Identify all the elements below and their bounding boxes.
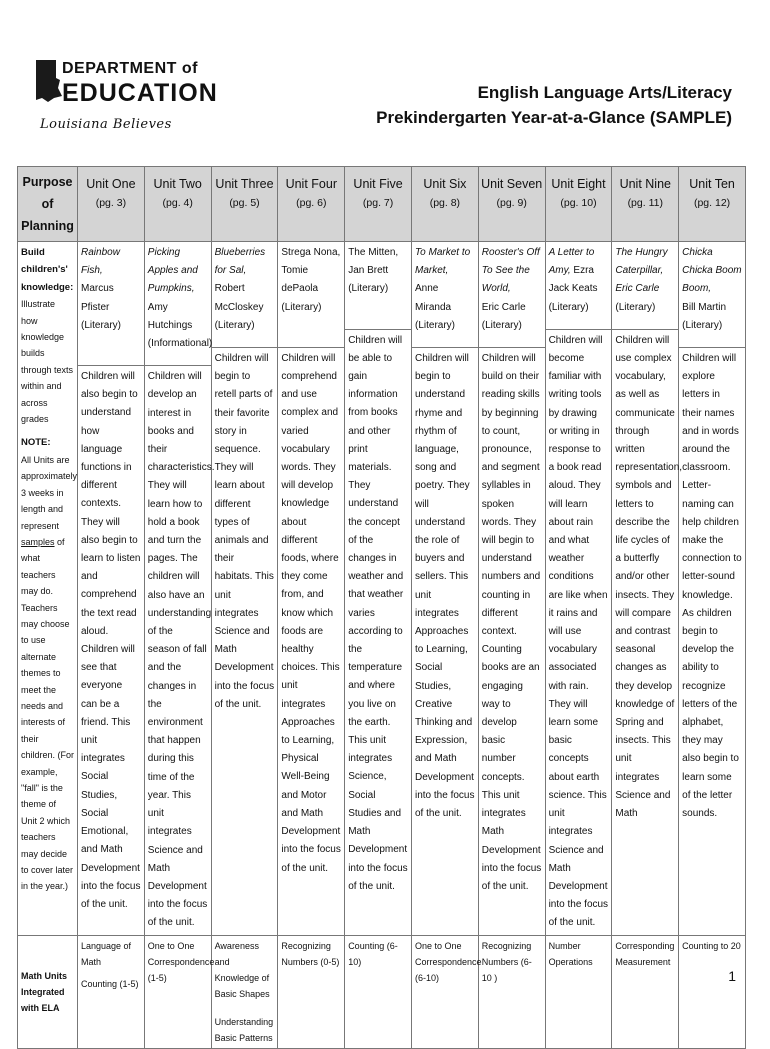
note-text-2: of what teachers may do. Teachers may choose to use alternate themes to meet the needs and interests of their children. (For example, "fall" is the theme of Unit 2 which teachers may decide to cover later in the year.) bbox=[21, 536, 75, 892]
unit-cell bbox=[411, 242, 478, 936]
unit-description: Children will become familiar with writing tools by drawing or writing in response to a book read aloud. They will learn about rain and what weather conditions are like when it rains and will use vocabulary associated with rain. They will learn some basic concepts about earth science. This unit integrates Science and Math Development into the focus of the unit. bbox=[548, 334, 609, 929]
text-type: (Literary) bbox=[615, 301, 656, 313]
text-type: (Literary) bbox=[281, 301, 322, 313]
math-item: Language of Math bbox=[81, 940, 132, 967]
unit-name: Unit Six bbox=[423, 177, 467, 191]
page-number: 1 bbox=[728, 968, 736, 984]
unit-header bbox=[144, 167, 211, 242]
unit-header bbox=[411, 167, 478, 242]
text-title: Picking Apples and Pumpkins, bbox=[147, 247, 198, 295]
unit-name: Unit Two bbox=[153, 177, 202, 191]
unit-description: Children will begin to understand rhyme and rhythm of language, song and poetry. They will understand the role of buyers and sellers. This unit integrates Approaches to Learning, Social Studies, Creative Thinking and Expression, and Math Development into the focus of the unit. bbox=[414, 353, 475, 820]
text-title: To Market to Market, bbox=[414, 247, 471, 277]
unit-cell bbox=[679, 242, 746, 936]
purpose-of-planning-header: Purpose of Planning bbox=[18, 167, 78, 242]
math-cell bbox=[211, 935, 278, 1048]
math-cell bbox=[411, 935, 482, 1048]
math-item: Counting (1-5) bbox=[81, 978, 139, 989]
header-row bbox=[18, 167, 746, 242]
math-item: Counting (6-10) bbox=[348, 940, 398, 967]
note-samples: samples bbox=[21, 536, 55, 547]
math-item: One to One Correspondence (1-5) bbox=[147, 940, 215, 983]
text-author: Eric Carle bbox=[481, 301, 526, 313]
title-line1: English Language Arts/Literacy bbox=[477, 83, 732, 102]
unit-name: Unit Nine bbox=[619, 177, 671, 191]
unit-name: Unit Three bbox=[215, 177, 274, 191]
unit-page: (pg. 11) bbox=[627, 197, 663, 209]
logo-line2: EDUCATION bbox=[62, 79, 218, 107]
unit-cell bbox=[478, 242, 545, 936]
unit-cell bbox=[545, 242, 612, 936]
math-item: Recognizing Numbers (6-10 ) bbox=[481, 940, 532, 983]
unit-header bbox=[679, 167, 746, 242]
unit-description: Children will be able to gain information from books and other print materials. They understand the concept of the changes in weather and that weather varies according to the temperature and where you live on the earth. This unit integrates Science, Social Studies and Math Development into the focus of the unit. bbox=[348, 334, 408, 892]
unit-cell bbox=[78, 242, 145, 936]
text-title: Blueberries for Sal, bbox=[214, 247, 266, 277]
unit-description: Children will comprehend and use complex and varied vocabulary words. They will develop knowledge about different foods, where they come from, and know which foods are healthy choices. This unit integrates Approaches to Learning, Physical Well-Being and Motor and Math Development into the focus of the unit. bbox=[281, 352, 341, 874]
unit-cell bbox=[345, 242, 412, 936]
text-author: Ezra Jack Keats bbox=[548, 265, 598, 295]
text-type: (Literary) bbox=[548, 301, 589, 313]
unit-cell bbox=[211, 242, 278, 936]
unit-header bbox=[345, 167, 412, 242]
text-type: (Literary) bbox=[414, 319, 455, 331]
unit-header bbox=[612, 167, 679, 242]
math-cell bbox=[545, 935, 612, 1048]
text-type: (Literary) bbox=[682, 319, 723, 331]
text-author: Strega Nona, Tomie dePaola bbox=[281, 247, 341, 295]
unit-header bbox=[278, 167, 345, 242]
logo-tagline: Louisiana Believes bbox=[40, 117, 172, 132]
unit-page: (pg. 4) bbox=[162, 197, 193, 209]
math-item: Corresponding Measurement bbox=[615, 940, 675, 967]
unit-page: (pg. 6) bbox=[296, 197, 327, 209]
text-type: (Literary) bbox=[348, 283, 389, 295]
unit-page: (pg. 7) bbox=[362, 197, 394, 209]
text-author: Bill Martin bbox=[682, 301, 727, 313]
text-author: Marcus Pfister bbox=[81, 283, 114, 313]
unit-description: Children will also begin to understand how language functions in different contexts. They will also begin to learn to listen and comprehend the text read aloud. Children will see that everyone can be a friend. This unit integrates Social Studies, Social Emotional, and Math Development into the focus of the unit. bbox=[81, 371, 141, 910]
unit-page: (pg. 8) bbox=[429, 197, 461, 209]
text-title: A Letter to Amy, bbox=[548, 247, 595, 277]
unit-page: (pg. 9) bbox=[496, 197, 527, 209]
math-cell bbox=[144, 935, 215, 1048]
unit-name: Unit Five bbox=[353, 177, 403, 191]
text-type: (Literary) bbox=[481, 319, 522, 331]
unit-page: (pg. 5) bbox=[229, 197, 260, 209]
math-cell bbox=[612, 935, 679, 1048]
year-at-a-glance-table bbox=[17, 166, 746, 1049]
math-cell bbox=[78, 935, 145, 1048]
unit-cell bbox=[278, 242, 345, 936]
unit-cell bbox=[612, 242, 683, 936]
text-title: Chicka Chicka Boom Boom, bbox=[682, 247, 742, 295]
math-row bbox=[18, 935, 746, 1048]
math-cell bbox=[278, 935, 345, 1048]
unit-name: Unit Seven bbox=[481, 177, 543, 191]
unit-header bbox=[211, 167, 278, 242]
unit-page: (pg. 3) bbox=[95, 197, 127, 209]
text-title: Rooster's Off To See the World, bbox=[481, 247, 540, 295]
unit-header bbox=[478, 167, 545, 242]
unit-name: Unit Eight bbox=[551, 177, 606, 191]
row-header-bold: Build children's' knowledge: bbox=[21, 247, 74, 293]
knowledge-row bbox=[18, 242, 746, 936]
knowledge-row-header bbox=[18, 242, 78, 936]
text-author: Anne Miranda bbox=[414, 283, 452, 313]
document-title bbox=[376, 80, 732, 130]
text-title: The Hungry Caterpillar, bbox=[615, 247, 668, 277]
math-item: One to One Correspondence (6-10) bbox=[414, 940, 482, 983]
note-text-1: All Units are approximately 3 weeks in length and represent bbox=[21, 454, 78, 531]
text-type: (Literary) bbox=[81, 319, 122, 331]
text-author: Amy Hutchings bbox=[147, 301, 193, 331]
unit-description: Children will develop an interest in books and their characteristics. They will learn how to hold a book and turn the pages. The children will also have an understanding of the season of fall and the changes in the environment that happen during this time of the year. This unit integrates Science and Math Development into the focus of the unit. bbox=[147, 371, 215, 929]
unit-name: Unit Ten bbox=[689, 177, 735, 191]
unit-description: Children will begin to retell parts of their favorite story in sequence. They will learn about different types of animals and their habitats. This unit integrates Science and Math Development into the focus of the unit. bbox=[214, 353, 275, 710]
logo-line1: DEPARTMENT of bbox=[62, 60, 198, 77]
unit-name: Unit One bbox=[86, 177, 136, 191]
text-author: Eric Carle bbox=[615, 283, 660, 295]
math-cell bbox=[345, 935, 412, 1048]
math-item: Recognizing Numbers (0-5) bbox=[281, 940, 340, 967]
math-cell bbox=[478, 935, 545, 1048]
math-cell bbox=[679, 935, 746, 1048]
text-type: (Informational) bbox=[147, 338, 213, 350]
text-title: Rainbow Fish, bbox=[81, 247, 120, 277]
math-item: Understanding Basic Patterns bbox=[214, 1016, 274, 1043]
unit-cell bbox=[144, 242, 215, 936]
math-item: Awareness and Knowledge of Basic Shapes bbox=[214, 940, 270, 999]
math-item: Counting to 20 bbox=[682, 940, 741, 951]
unit-header bbox=[78, 167, 145, 242]
math-row-header: Math Units Integrated with ELA bbox=[18, 935, 78, 1048]
unit-description: Children will explore letters in their names and in words around the classroom. Letter-naming can help children make the connection to letter-sound knowledge. As children begin to develop the ability to recognize letters of the alphabet, they may also begin to learn some of the letter sounds. bbox=[682, 353, 742, 820]
unit-page: (pg. 10) bbox=[560, 197, 597, 209]
unit-header bbox=[545, 167, 612, 242]
text-author: The Mitten, Jan Brett bbox=[348, 247, 399, 277]
math-item: Number Operations bbox=[548, 940, 593, 967]
unit-page: (pg. 12) bbox=[693, 197, 731, 209]
unit-name: Unit Four bbox=[285, 177, 337, 191]
row-header-text: Illustrate how knowledge builds through texts within and across grades bbox=[21, 299, 74, 425]
note-label: NOTE: bbox=[21, 437, 51, 449]
text-author: Robert McCloskey bbox=[214, 283, 264, 313]
unit-description: Children will build on their reading skills by beginning to count, pronounce, and segment syllables in spoken words. They will begin to understand numbers and counting in different context. Counting books are an engaging way to develop basic number concepts. This unit integrates Math Development into the focus of the unit. bbox=[481, 353, 542, 892]
text-type: (Literary) bbox=[214, 319, 255, 331]
title-line2: Prekindergarten Year-at-a-Glance (SAMPLE) bbox=[376, 108, 732, 127]
unit-description: Children will use complex vocabulary, as well as communicate through written representation, symbols and letters to describe the life cycles of a butterfly and/or other insects. They will compare and contrast seasonal changes as they develop knowledge of Spring and insects. This unit integrates Science and Math bbox=[615, 334, 683, 820]
